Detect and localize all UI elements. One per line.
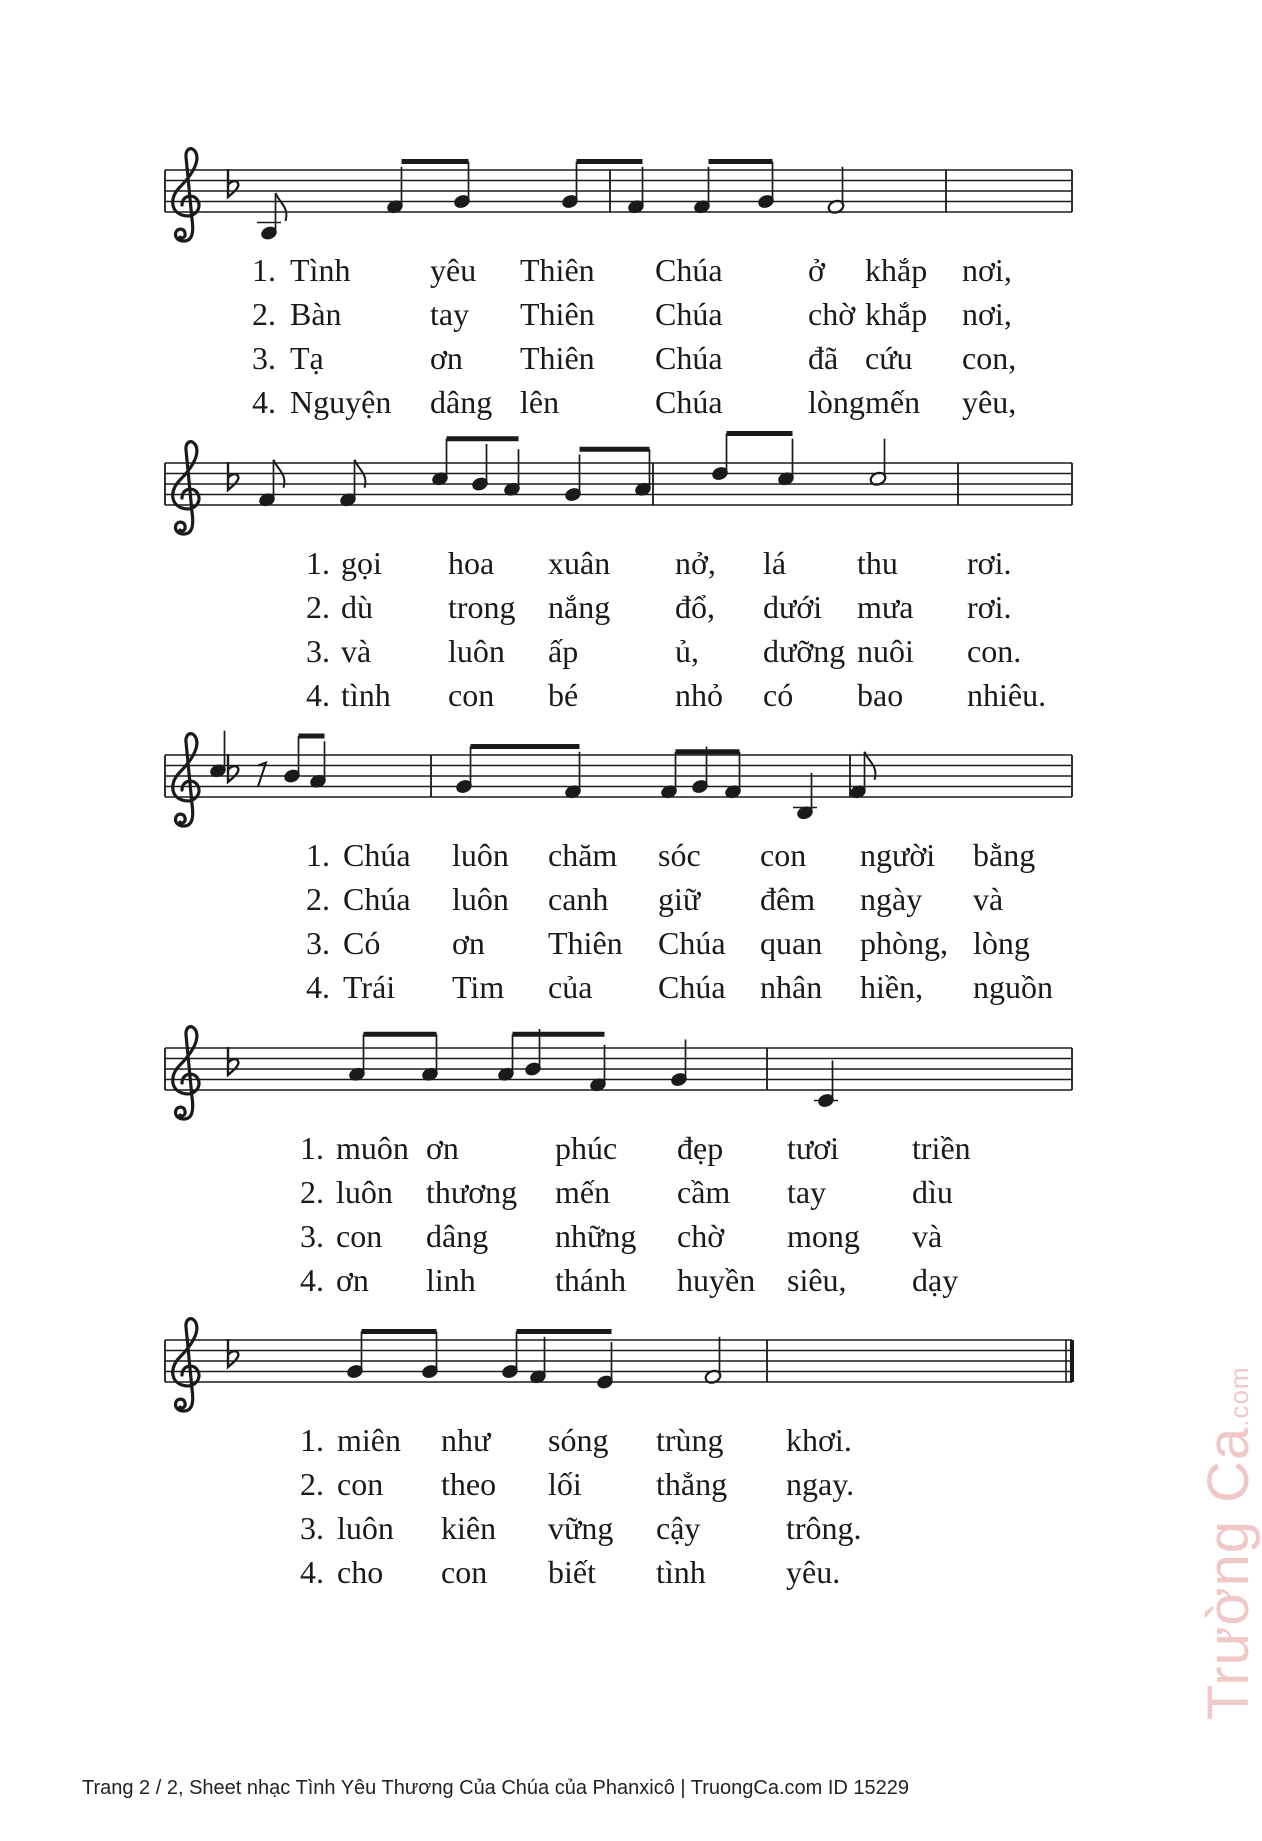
lyric-syllable-4-3-6: và <box>912 1218 943 1254</box>
lyric-syllable-4-3-1: con <box>336 1218 383 1254</box>
lyric-syllable-3-2-5: đêm <box>760 881 816 917</box>
lyric-syllable-1-2-7: nơi, <box>962 296 1012 332</box>
verse-number-1-4: 4. <box>252 384 276 420</box>
lyric-syllable-3-2-7: và <box>973 881 1004 917</box>
verse-number-3-2: 2. <box>306 881 330 917</box>
lyric-syllable-1-3-3: Thiên <box>520 340 595 376</box>
lyric-syllable-5-4-5: yêu. <box>786 1554 841 1590</box>
verse-number-1-2: 2. <box>252 296 276 332</box>
lyric-syllable-4-4-3: thánh <box>555 1262 627 1298</box>
lyric-syllable-4-1-1: muôn <box>336 1130 409 1166</box>
lyric-syllable-5-1-5: khơi. <box>786 1422 852 1458</box>
lyric-syllable-3-1-7: bằng <box>973 837 1036 873</box>
lyric-syllable-3-1-4: sóc <box>658 837 701 873</box>
lyric-syllable-3-3-1: Có <box>343 925 381 961</box>
lyric-syllable-1-4-5: lòng <box>808 384 865 420</box>
verse-number-2-3: 3. <box>306 633 330 669</box>
watermark-main: Trường Ca <box>1196 1426 1261 1720</box>
lyric-syllable-4-2-6: dìu <box>912 1174 953 1210</box>
flat-sign-icon <box>228 1339 238 1367</box>
lyric-syllable-4-2-3: mến <box>555 1174 611 1210</box>
flat-sign-icon <box>228 462 238 490</box>
lyric-syllable-2-1-4: nở, <box>675 545 716 581</box>
lyric-syllable-2-1-5: lá <box>763 545 787 581</box>
lyric-syllable-4-1-2: ơn <box>426 1130 459 1166</box>
lyric-syllable-1-1-5: ở <box>808 252 825 288</box>
lyric-syllable-3-1-3: chăm <box>548 837 618 873</box>
lyric-syllable-4-3-4: chờ <box>677 1218 725 1254</box>
lyric-syllable-4-1-6: triền <box>912 1130 971 1166</box>
lyric-syllable-2-4-2: con <box>448 677 495 713</box>
lyric-syllable-5-2-2: theo <box>441 1466 497 1502</box>
lyric-syllable-2-1-1: gọi <box>341 545 382 581</box>
lyric-syllable-3-4-5: nhân <box>760 969 823 1005</box>
lyric-syllable-5-2-5: ngay. <box>786 1466 855 1502</box>
lyric-syllable-2-2-6: mưa <box>857 589 914 625</box>
lyric-syllable-3-2-6: ngày <box>860 881 923 917</box>
verse-number-3-3: 3. <box>306 925 330 961</box>
lyric-syllable-2-4-7: nhiêu. <box>967 677 1047 713</box>
lyric-syllable-1-1-1: Tình <box>290 252 351 288</box>
lyric-syllable-5-3-2: kiên <box>441 1510 497 1546</box>
lyric-syllable-3-3-5: quan <box>760 925 823 961</box>
lyric-syllable-1-3-2: ơn <box>430 340 463 376</box>
lyric-syllable-3-4-2: Tim <box>452 969 505 1005</box>
lyric-syllable-1-4-3: lên <box>520 384 560 420</box>
lyric-syllable-4-1-5: tươi <box>787 1130 840 1166</box>
lyric-syllable-1-1-6: khắp <box>865 252 928 288</box>
lyric-syllable-5-2-3: lối <box>548 1466 582 1502</box>
lyric-syllable-1-1-3: Thiên <box>520 252 595 288</box>
lyric-syllable-5-4-4: tình <box>656 1554 706 1590</box>
lyric-syllable-2-3-2: luôn <box>448 633 505 669</box>
lyric-syllable-1-2-6: khắp <box>865 296 928 332</box>
lyric-syllable-4-4-6: dạy <box>912 1262 959 1298</box>
lyric-syllable-3-1-2: luôn <box>452 837 509 873</box>
treble-clef-icon <box>173 1027 199 1119</box>
lyric-syllable-4-1-3: phúc <box>555 1130 618 1166</box>
staff-system-4 <box>165 1027 1072 1119</box>
lyric-syllable-5-2-4: thẳng <box>656 1466 728 1502</box>
page-footer: Trang 2 / 2, Sheet nhạc Tình Yêu Thương Của Chúa của Phanxicô | TruongCa.com ID 15229 <box>82 1777 910 1799</box>
lyric-syllable-4-4-1: ơn <box>336 1262 369 1298</box>
lyric-syllable-1-4-1: Nguyện <box>290 384 392 420</box>
eighth-flag <box>276 193 287 221</box>
lyric-syllable-1-4-7: yêu, <box>962 384 1017 420</box>
lyric-syllable-1-1-2: yêu <box>430 252 477 288</box>
verse-number-2-4: 4. <box>306 677 330 713</box>
lyric-syllable-5-3-1: luôn <box>337 1510 394 1546</box>
lyric-syllable-3-2-1: Chúa <box>343 881 411 917</box>
lyric-syllable-3-3-4: Chúa <box>658 925 726 961</box>
lyric-syllable-5-2-1: con <box>337 1466 384 1502</box>
lyric-syllable-1-3-1: Tạ <box>290 340 324 376</box>
lyric-syllable-4-3-3: những <box>555 1218 637 1254</box>
lyric-syllable-1-1-7: nơi, <box>962 252 1012 288</box>
lyric-syllable-2-3-4: ủ, <box>675 633 699 669</box>
lyric-syllable-2-1-6: thu <box>857 545 898 581</box>
flat-sign-icon <box>228 169 238 197</box>
lyric-syllable-2-4-5: có <box>763 677 794 713</box>
lyric-syllable-2-2-5: dưới <box>763 589 823 625</box>
verse-number-3-1: 1. <box>306 837 330 873</box>
verse-number-4-3: 3. <box>300 1218 324 1254</box>
lyric-syllable-1-2-5: chờ <box>808 296 856 332</box>
lyric-syllable-1-3-4: Chúa <box>655 340 723 376</box>
lyric-syllable-3-3-6: phòng, <box>860 925 948 961</box>
lyric-syllable-1-3-7: con, <box>962 340 1017 376</box>
verse-number-3-4: 4. <box>306 969 330 1005</box>
lyric-syllable-2-3-3: ấp <box>548 633 579 669</box>
lyric-syllable-1-3-5: đã <box>808 340 839 376</box>
lyric-syllable-2-2-1: dù <box>341 589 373 625</box>
lyric-syllable-4-3-5: mong <box>787 1218 860 1254</box>
lyric-syllable-2-3-5: dưỡng <box>763 633 846 669</box>
lyric-syllable-1-4-4: Chúa <box>655 384 723 420</box>
lyric-syllable-2-3-1: và <box>341 633 372 669</box>
lyric-syllable-3-4-6: hiền, <box>860 969 924 1005</box>
verse-number-5-3: 3. <box>300 1510 324 1546</box>
lyric-syllable-3-2-4: giữ <box>658 881 701 917</box>
lyric-syllable-4-4-5: siêu, <box>787 1262 847 1298</box>
lyric-syllable-5-1-2: như <box>441 1422 491 1458</box>
lyric-syllable-2-2-4: đổ, <box>675 589 715 625</box>
treble-clef-icon <box>173 442 199 534</box>
treble-clef-icon <box>173 149 199 241</box>
lyric-syllable-2-3-6: nuôi <box>857 633 914 669</box>
lyric-syllable-1-2-4: Chúa <box>655 296 723 332</box>
verse-number-1-1: 1. <box>252 252 276 288</box>
staff-system-2 <box>165 434 1072 535</box>
lyric-syllable-2-2-7: rơi. <box>967 589 1012 625</box>
lyric-syllable-4-2-5: tay <box>787 1174 827 1210</box>
lyric-syllable-3-2-3: canh <box>548 881 609 917</box>
lyric-syllable-3-3-2: ơn <box>452 925 485 961</box>
verse-number-2-1: 1. <box>306 545 330 581</box>
lyric-syllable-1-1-4: Chúa <box>655 252 723 288</box>
lyric-syllable-4-2-4: cầm <box>677 1174 731 1210</box>
lyric-syllable-3-3-3: Thiên <box>548 925 623 961</box>
staff-system-5 <box>165 1319 1072 1411</box>
lyric-syllable-4-4-4: huyền <box>677 1262 756 1298</box>
verse-number-5-2: 2. <box>300 1466 324 1502</box>
lyric-syllable-5-3-3: vững <box>548 1510 614 1546</box>
treble-clef-icon <box>173 1319 199 1411</box>
lyric-syllable-1-3-6: cứu <box>865 340 913 376</box>
staff-system-1 <box>165 149 1072 241</box>
lyric-syllable-5-3-4: cậy <box>656 1510 701 1546</box>
lyric-syllable-1-2-1: Bàn <box>290 296 342 332</box>
lyric-syllable-3-1-5: con <box>760 837 807 873</box>
watermark-logo <box>1195 1366 1262 1720</box>
lyric-syllable-1-4-2: dâng <box>430 384 493 420</box>
lyric-syllable-1-2-2: tay <box>430 296 470 332</box>
lyric-syllable-3-1-6: người <box>860 837 936 873</box>
verse-number-4-2: 2. <box>300 1174 324 1210</box>
lyric-syllable-2-4-3: bé <box>548 677 579 713</box>
lyric-syllable-5-1-4: trùng <box>656 1422 724 1458</box>
lyric-syllable-2-3-7: con. <box>967 633 1022 669</box>
verse-number-4-4: 4. <box>300 1262 324 1298</box>
lyric-syllable-1-2-3: Thiên <box>520 296 595 332</box>
lyric-syllable-3-4-4: Chúa <box>658 969 726 1005</box>
lyric-syllable-3-3-7: lòng <box>973 925 1030 961</box>
lyric-syllable-4-1-4: đẹp <box>677 1130 724 1166</box>
lyric-syllable-2-4-4: nhỏ <box>675 677 723 713</box>
staff-system-3 <box>165 731 1072 826</box>
treble-clef-icon <box>173 734 199 826</box>
lyric-syllable-4-2-1: luôn <box>336 1174 393 1210</box>
verse-number-2-2: 2. <box>306 589 330 625</box>
lyric-syllable-2-1-2: hoa <box>448 545 495 581</box>
lyric-syllable-5-4-2: con <box>441 1554 488 1590</box>
lyric-syllable-2-4-6: bao <box>857 677 904 713</box>
lyric-syllable-4-3-2: dâng <box>426 1218 489 1254</box>
lyric-syllable-5-4-3: biết <box>548 1554 596 1590</box>
watermark-suffix: .com <box>1224 1366 1254 1427</box>
lyric-syllable-2-1-7: rơi. <box>967 545 1012 581</box>
lyric-syllable-3-2-2: luôn <box>452 881 509 917</box>
lyric-syllable-3-4-7: nguồn <box>973 969 1053 1005</box>
lyric-syllable-3-4-1: Trái <box>343 969 396 1005</box>
lyric-syllable-4-2-2: thương <box>426 1174 518 1210</box>
verse-number-1-3: 3. <box>252 340 276 376</box>
lyric-syllable-2-1-3: xuân <box>548 545 611 581</box>
verse-number-5-1: 1. <box>300 1422 324 1458</box>
lyric-syllable-5-1-3: sóng <box>548 1422 609 1458</box>
lyric-syllable-4-4-2: linh <box>426 1262 476 1298</box>
lyric-syllable-2-4-1: tình <box>341 677 391 713</box>
lyric-syllable-2-2-3: nắng <box>548 589 611 625</box>
lyric-syllable-3-4-3: của <box>548 969 593 1005</box>
flat-sign-icon <box>228 1047 238 1075</box>
lyric-syllable-3-1-1: Chúa <box>343 837 411 873</box>
lyric-syllable-2-2-2: trong <box>448 589 516 625</box>
flat-sign-icon <box>228 754 238 782</box>
verse-number-4-1: 1. <box>300 1130 324 1166</box>
lyric-syllable-1-4-6: mến <box>865 384 921 420</box>
verse-number-5-4: 4. <box>300 1554 324 1590</box>
lyric-syllable-5-1-1: miên <box>337 1422 401 1458</box>
lyric-syllable-5-3-5: trông. <box>786 1510 862 1546</box>
lyric-syllable-5-4-1: cho <box>337 1554 384 1590</box>
